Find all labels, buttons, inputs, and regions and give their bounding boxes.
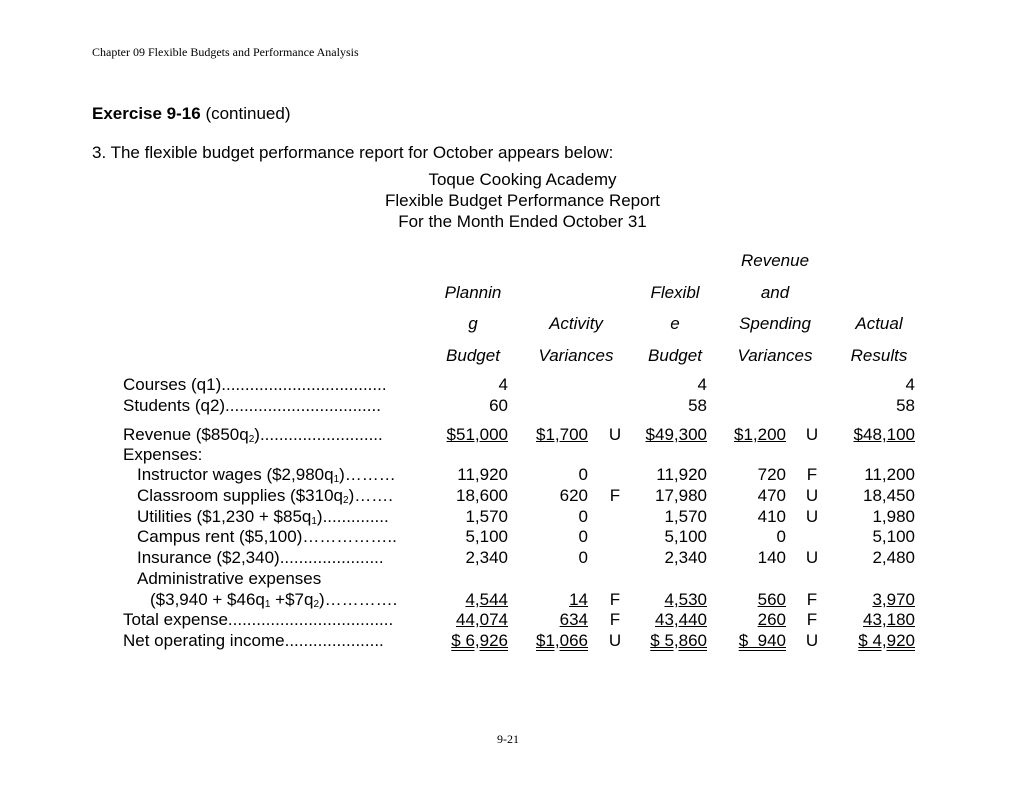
cell-revenue-activity: $1,700 [536,425,588,444]
cell-total-flexible: 43,440 [655,610,707,629]
cell-admin-activity-fu: F [609,590,621,609]
row-label-courses: Courses (q1)................................... [123,375,387,394]
page-number: 9-21 [497,732,519,746]
intro-text: 3. The flexible budget performance report for October appears below: [92,143,614,162]
cell-total-activity-fu: F [609,610,621,629]
cell-instructor-activity: 0 [578,465,588,484]
row-label-insurance: Insurance ($2,340)...................... [137,548,384,567]
cell-insurance-activity: 0 [578,548,588,567]
cell-net-spending: $ 940 [738,631,786,650]
exercise-heading [92,104,291,124]
cell-net-activity: $1,066 [536,631,588,650]
row-label-administrative: Administrative expenses [137,569,322,588]
col-spending-2: and [760,283,790,302]
cell-admin-flexible: 4,530 [664,590,707,609]
cell-net-flexible: $ 5,860 [650,631,707,650]
cell-classroom-spending-fu: U [805,486,819,505]
cell-insurance-spending-fu: U [805,548,819,567]
col-activity-2: Variances [538,346,614,365]
cell-utilities-flexible: 1,570 [664,507,707,526]
report-company: Toque Cooking Academy [428,170,617,189]
cell-campus-spending: 0 [776,527,786,546]
exercise-title: Exercise 9-16 [92,104,201,123]
cell-total-activity: 634 [559,610,588,629]
cell-insurance-spending: 140 [757,548,786,567]
cell-total-spending-fu: F [806,610,818,629]
cell-admin-spending: 560 [757,590,786,609]
cell-admin-activity: 14 [569,590,588,609]
row-label-administrative-formula: ($3,940 + $\$46q_1$ $+\$7q_2)\dots\dots\dots\dots$. [150,590,398,610]
col-planning-3: Budget [446,346,500,365]
col-flexible-2: e [670,314,680,333]
cell-utilities-planning: 1,570 [465,507,508,526]
cell-courses-flexible: 4 [697,375,707,394]
report-title: Flexible Budget Performance Report [385,191,660,210]
row-label-campus-rent: Campus rent ($5,100)…………….. [137,527,397,546]
row-label-expenses: Expenses: [123,445,203,464]
cell-insurance-planning: 2,340 [465,548,508,567]
exercise-note: (continued) [205,104,291,123]
col-actual-2: Results [850,346,908,365]
cell-students-flexible: 58 [688,396,707,415]
col-spending-4: Variances [737,346,813,365]
cell-net-spending-fu: U [805,631,819,650]
cell-revenue-activity-fu: U [608,425,622,444]
cell-net-activity-fu: U [608,631,622,650]
cell-classroom-flexible: 17,980 [655,486,707,505]
cell-net-planning: $ 6,926 [451,631,508,650]
cell-utilities-spending-fu: U [805,507,819,526]
cell-classroom-activity-fu: F [609,486,621,505]
cell-revenue-spending-fu: U [805,425,819,444]
cell-instructor-spending: 720 [757,465,786,484]
col-flexible-3: Budget [648,346,702,365]
cell-revenue-flexible: $49,300 [645,425,707,444]
col-spending-1: Revenue [740,251,810,270]
cell-insurance-actual: 2,480 [872,548,915,567]
cell-revenue-planning: $51,000 [446,425,508,444]
cell-admin-spending-fu: F [806,590,818,609]
cell-utilities-actual: 1,980 [872,507,915,526]
cell-instructor-spending-fu: F [806,465,818,484]
cell-admin-actual: 3,970 [872,590,915,609]
cell-courses-planning: 4 [498,375,508,394]
cell-insurance-flexible: 2,340 [664,548,707,567]
cell-campus-actual: 5,100 [872,527,915,546]
cell-utilities-spending: 410 [757,507,786,526]
cell-instructor-planning: 11,920 [457,465,508,484]
row-label-total-expense: Total expense................................... [123,610,394,629]
col-activity-1: Activity [549,314,603,333]
cell-total-planning: 44,074 [456,610,508,629]
cell-classroom-planning: 18,600 [456,486,508,505]
col-flexible-1: Flexibl [650,283,700,302]
cell-admin-planning: 4,544 [465,590,508,609]
cell-instructor-actual: 11,200 [864,465,915,484]
cell-utilities-activity: 0 [578,507,588,526]
row-label-net-operating-income: Net operating income..................... [123,631,384,650]
cell-revenue-spending: $1,200 [734,425,786,444]
cell-total-spending: 260 [757,610,786,629]
cell-students-planning: 60 [489,396,508,415]
row-label-classroom-supplies: Classroom supplies $(\$310q_2)\dots\dots$. [137,486,393,506]
cell-revenue-actual: $48,100 [853,425,915,444]
cell-campus-planning: 5,100 [465,527,508,546]
cell-courses-actual: 4 [905,375,915,394]
cell-classroom-activity: 620 [559,486,588,505]
cell-instructor-flexible: 11,920 [656,465,707,484]
cell-net-actual: $ 4,920 [858,631,915,650]
cell-classroom-actual: 18,450 [863,486,915,505]
cell-campus-activity: 0 [578,527,588,546]
cell-total-actual: 43,180 [863,610,915,629]
chapter-header: Chapter 09 Flexible Budgets and Performance Analysis [92,45,359,59]
col-planning-2: g [468,314,478,333]
row-label-revenue: Revenue $(\$850q_2)$.......................... [123,425,383,445]
cell-classroom-spending: 470 [757,486,786,505]
report-period: For the Month Ended October 31 [398,212,647,231]
cell-students-actual: 58 [896,396,915,415]
cell-campus-flexible: 5,100 [664,527,707,546]
col-spending-3: Spending [739,314,811,333]
col-actual-1: Actual [855,314,903,333]
row-label-instructor-wages: Instructor wages $(\$2,980q_1)\dots\dots\dots$ [137,465,396,485]
row-label-students: Students (q2)................................. [123,396,381,415]
row-label-utilities: Utilities ($1,230 + $\$85q_1$).............. [137,507,389,527]
col-planning-1: Plannin [444,283,502,302]
